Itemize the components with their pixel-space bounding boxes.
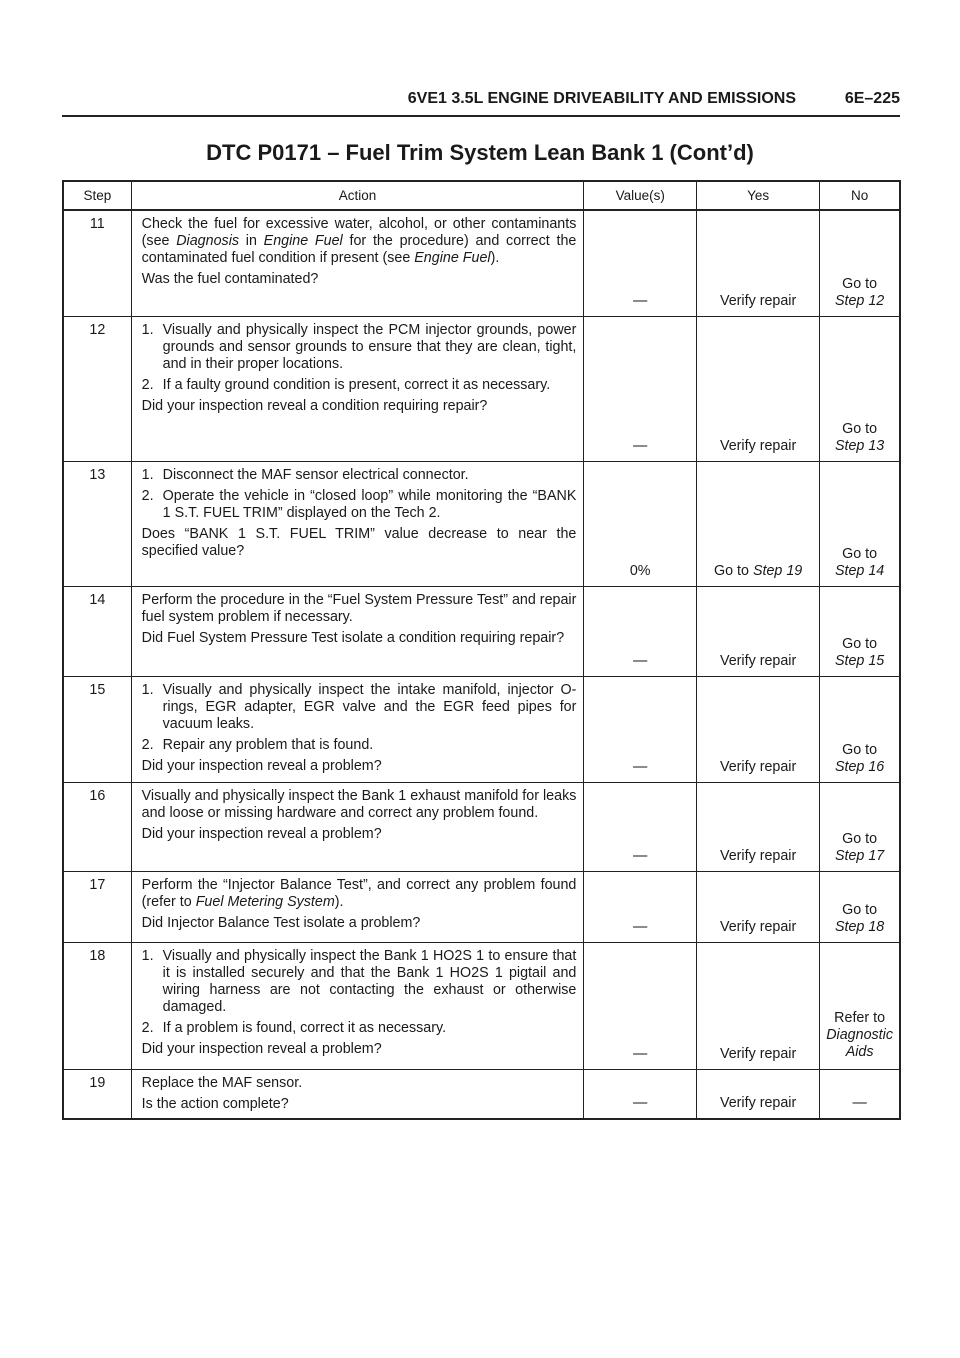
- value-cell: —: [584, 782, 697, 871]
- action-text: Check the fuel for excessive water, alcohol, or other contaminants (see Diagnosis in Engine Fuel for the procedure) and correct the contaminated fuel condition if present (see Engine Fuel).: [141, 216, 577, 266]
- table-row: [63, 316, 900, 461]
- section-title: 6VE1 3.5L ENGINE DRIVEABILITY AND EMISSIONS: [407, 90, 796, 107]
- action-cell: [131, 210, 584, 316]
- table-row: [63, 942, 900, 1069]
- col-no-header: No: [820, 181, 900, 210]
- header-rule: [62, 115, 900, 117]
- value-cell: —: [584, 586, 697, 676]
- action-cell: [131, 316, 584, 461]
- action-text: Perform the “Injector Balance Test”, and correct any problem found (refer to Fuel Metering System).: [141, 876, 577, 910]
- action-cell: [131, 871, 584, 942]
- col-action-header: Action: [131, 181, 584, 210]
- action-question: Was the fuel contaminated?: [141, 271, 319, 287]
- no-cell: Go to Step 13: [820, 316, 900, 461]
- action-list-item: 1. Visually and physically inspect the Bank 1 HO2S 1 to ensure that it is installed securely and that the Bank 1 HO2S 1 pigtail and wiring harness are not contacting the exhaust or otherwise damaged.: [141, 947, 577, 1015]
- table-row: [63, 676, 900, 782]
- value-cell: —: [584, 1069, 697, 1119]
- no-cell: —: [820, 1069, 900, 1119]
- value-cell: —: [584, 316, 697, 461]
- step-number: 11: [63, 210, 131, 316]
- action-list-item: 1. Visually and physically inspect the PCM injector grounds, power grounds and sensor grounds to ensure that they are clean, tight, and in their proper locations.: [141, 321, 577, 372]
- table-row: [63, 871, 900, 942]
- table-row: [63, 782, 900, 871]
- action-question: Did Fuel System Pressure Test isolate a condition requiring repair?: [141, 629, 565, 646]
- action-text: Perform the procedure in the “Fuel System Pressure Test” and repair fuel system problem if necessary.: [141, 591, 577, 625]
- step-number: 14: [63, 586, 131, 676]
- col-yes-header: Yes: [697, 181, 820, 210]
- col-step-header: Step: [63, 181, 131, 210]
- no-cell: Go to Step 14: [820, 461, 900, 586]
- action-question: Does “BANK 1 S.T. FUEL TRIM” value decrease to near the specified value?: [141, 525, 577, 559]
- step-number: 17: [63, 871, 131, 942]
- step-number: 15: [63, 676, 131, 782]
- action-question: Did your inspection reveal a condition requiring repair?: [141, 397, 488, 414]
- action-question: Did your inspection reveal a problem?: [141, 757, 382, 774]
- table-row: [63, 586, 900, 676]
- yes-cell: Verify repair: [697, 782, 820, 871]
- action-list-item: 2. Repair any problem that is found.: [141, 736, 374, 753]
- action-question: Did Injector Balance Test isolate a problem?: [141, 914, 421, 931]
- table-header-row: [63, 181, 900, 210]
- action-question: Did your inspection reveal a problem?: [141, 825, 382, 842]
- no-cell: Go to Step 16: [820, 676, 900, 782]
- step-number: 16: [63, 782, 131, 871]
- action-cell: [131, 782, 584, 871]
- action-cell: [131, 586, 584, 676]
- action-cell: [131, 1069, 584, 1119]
- value-cell: 0%: [584, 461, 697, 586]
- action-question: Did your inspection reveal a problem?: [141, 1040, 382, 1057]
- no-cell: Go to Step 12: [820, 210, 900, 316]
- action-cell: [131, 942, 584, 1069]
- page-title: DTC P0171 – Fuel Trim System Lean Bank 1 (Cont’d): [206, 140, 754, 165]
- yes-cell: Go to Step 19: [697, 461, 820, 586]
- page-number: 6E–225: [844, 90, 900, 107]
- no-cell: Go to Step 15: [820, 586, 900, 676]
- page-header: [62, 90, 900, 116]
- action-cell: [131, 676, 584, 782]
- no-cell: Go to Step 18: [820, 871, 900, 942]
- step-number: 19: [63, 1069, 131, 1119]
- yes-cell: Verify repair: [697, 210, 820, 316]
- action-question: Is the action complete?: [141, 1095, 289, 1112]
- step-number: 12: [63, 316, 131, 461]
- action-list-item: 1. Visually and physically inspect the intake manifold, injector O-rings, EGR adapter, EGR valve and the EGR feed pipes for vacuum leaks.: [141, 681, 577, 732]
- yes-cell: Verify repair: [697, 1069, 820, 1119]
- value-cell: —: [584, 210, 697, 316]
- value-cell: —: [584, 871, 697, 942]
- yes-cell: Verify repair: [697, 942, 820, 1069]
- action-cell: [131, 461, 584, 586]
- yes-cell: Verify repair: [697, 871, 820, 942]
- action-text: Replace the MAF sensor.: [141, 1074, 303, 1091]
- action-list-item: 2. If a problem is found, correct it as necessary.: [141, 1019, 447, 1036]
- value-cell: —: [584, 676, 697, 782]
- action-text: Visually and physically inspect the Bank 1 exhaust manifold for leaks and loose or missing hardware and correct any problem found.: [141, 787, 577, 821]
- action-list-item: 1. Disconnect the MAF sensor electrical connector.: [141, 466, 469, 483]
- step-number: 13: [63, 461, 131, 586]
- no-cell: Refer to Diagnostic Aids: [820, 942, 900, 1069]
- table-row: [63, 1069, 900, 1119]
- yes-cell: Verify repair: [697, 586, 820, 676]
- no-cell: Go to Step 17: [820, 782, 900, 871]
- table-row: [63, 210, 900, 316]
- value-cell: —: [584, 942, 697, 1069]
- yes-cell: Verify repair: [697, 316, 820, 461]
- col-values-header: Value(s): [584, 181, 697, 210]
- step-number: 18: [63, 942, 131, 1069]
- table-row: [63, 461, 900, 586]
- action-list-item: 2. If a faulty ground condition is present, correct it as necessary.: [141, 376, 551, 393]
- diagnostic-table: [62, 180, 901, 1120]
- action-list-item: 2. Operate the vehicle in “closed loop” while monitoring the “BANK 1 S.T. FUEL TRIM” displayed on the Tech 2.: [141, 487, 577, 521]
- yes-cell: Verify repair: [697, 676, 820, 782]
